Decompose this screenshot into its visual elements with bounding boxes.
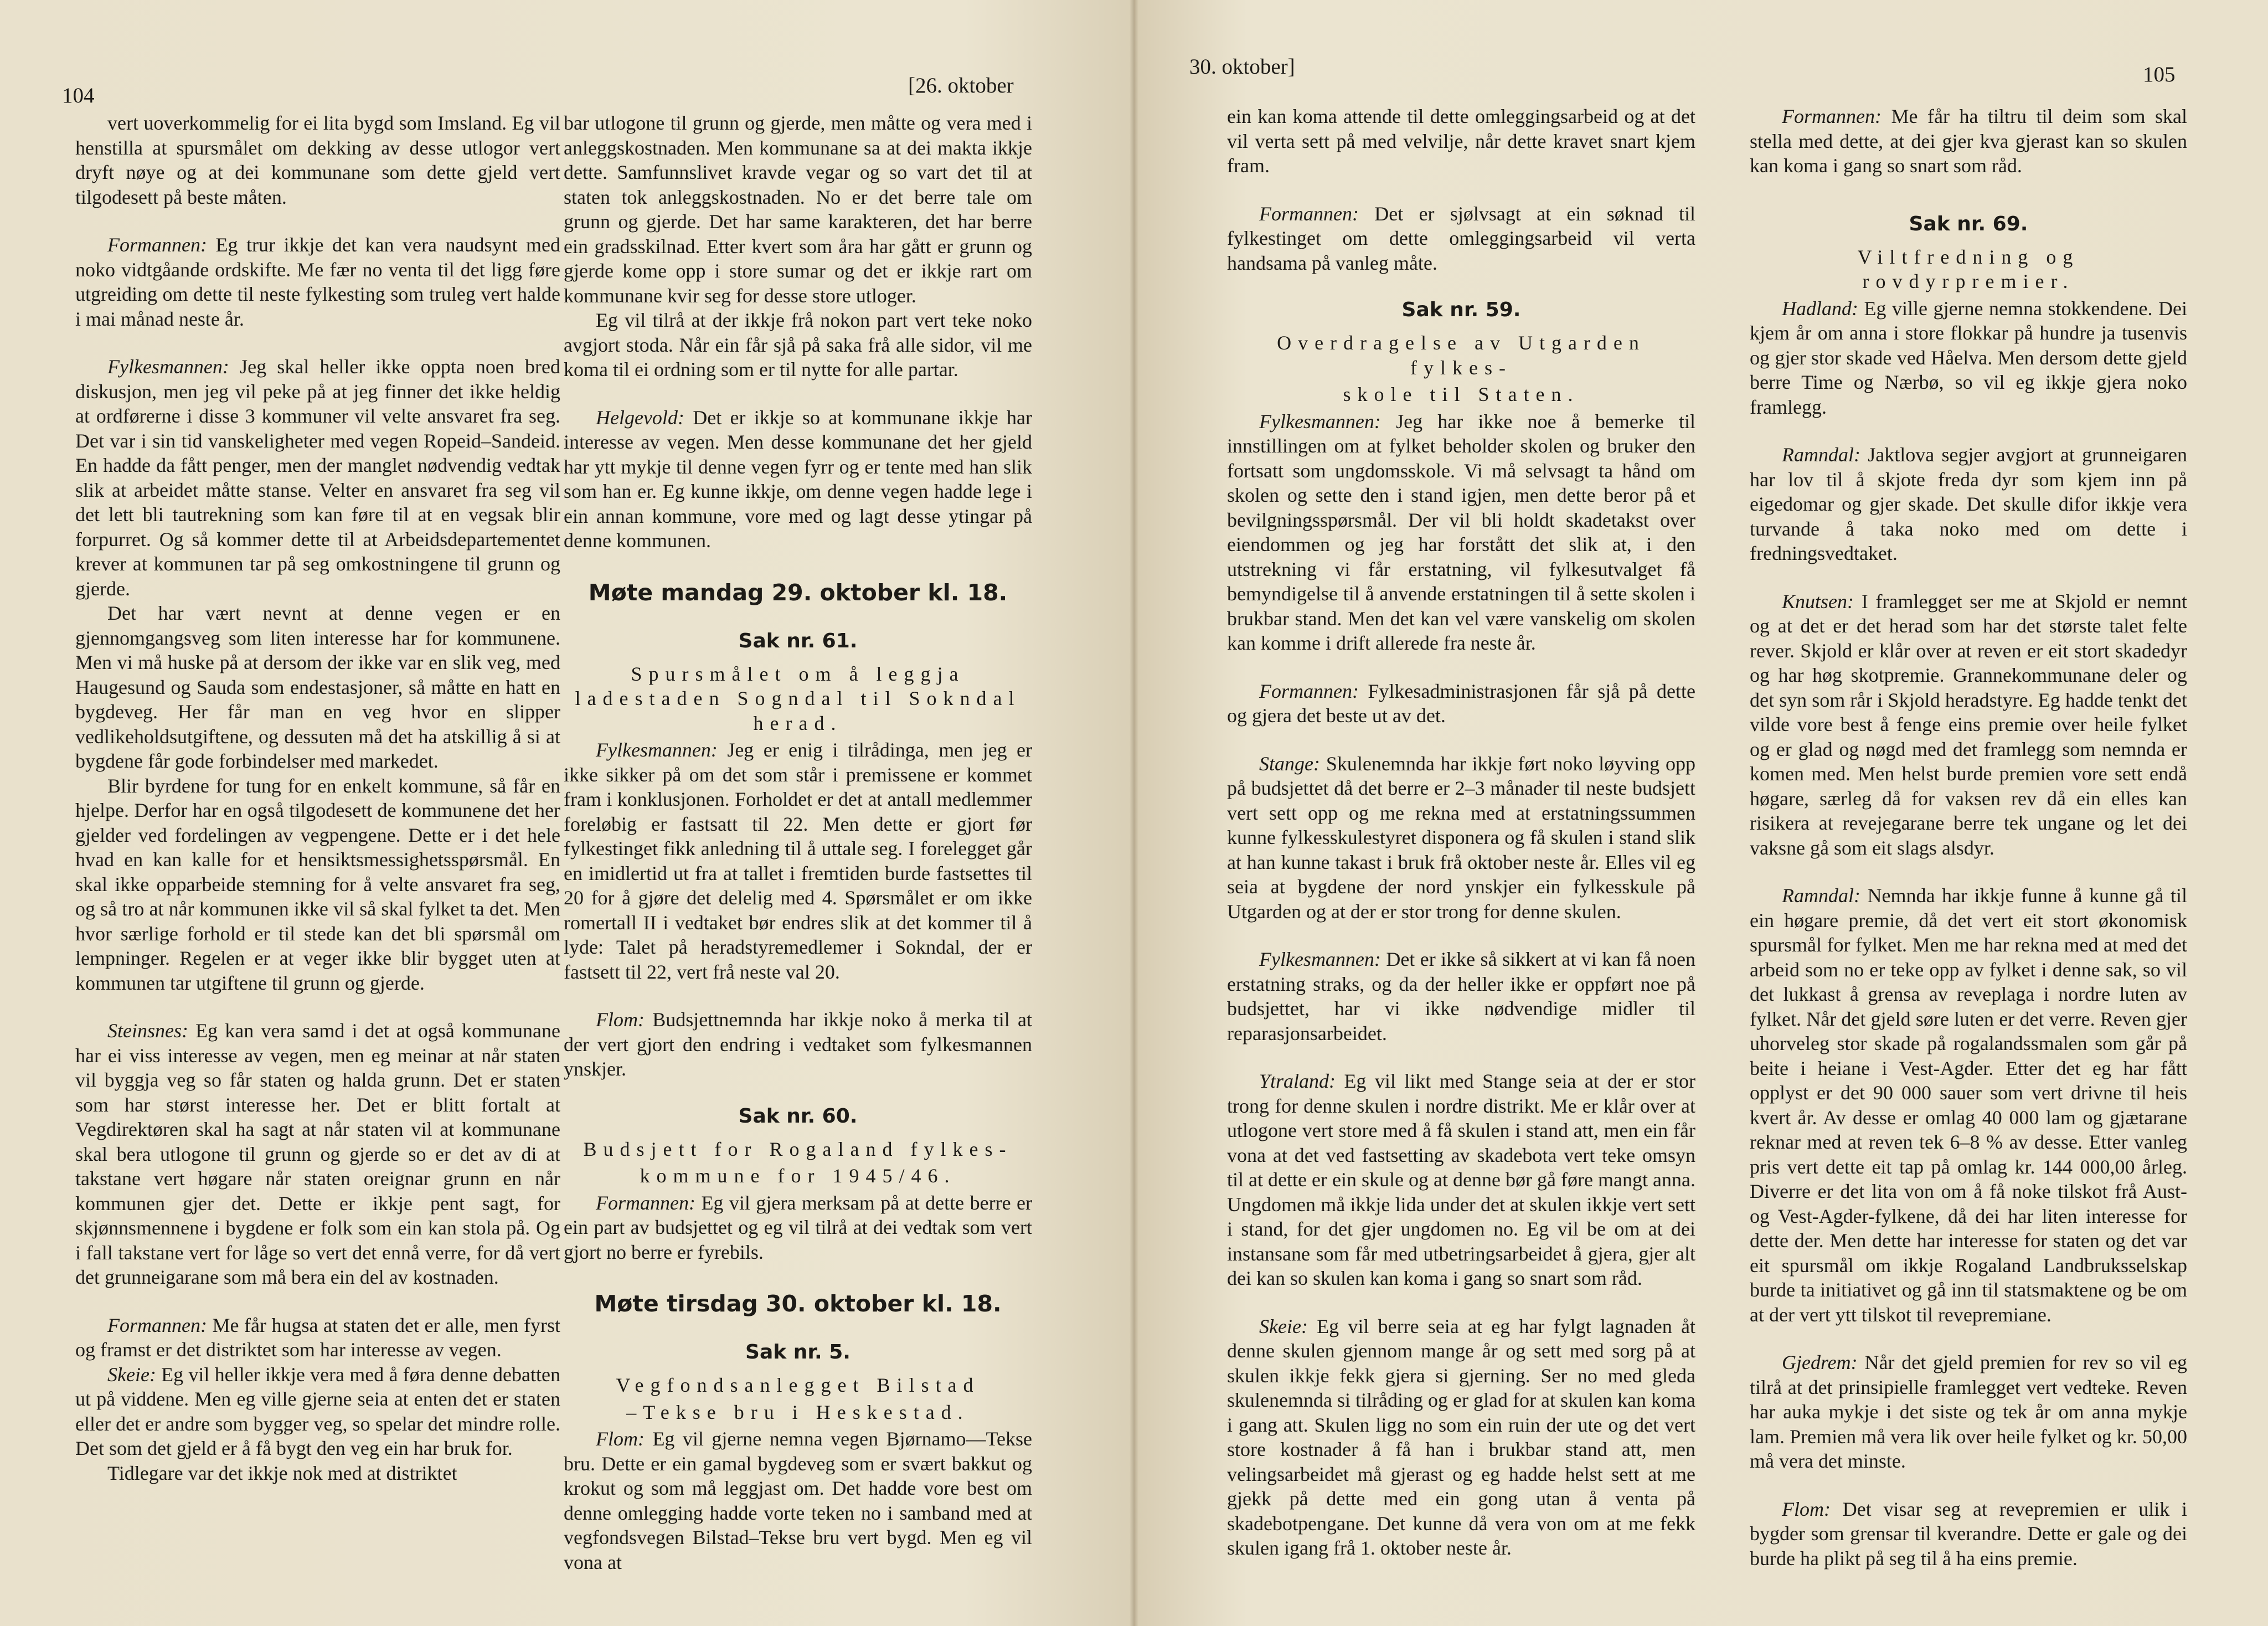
text-paragraph	[564, 111, 1032, 308]
section-title-sak-60-line2: kommune for 1945/46.	[640, 1165, 956, 1187]
speaker-name: Ytraland:	[1259, 1070, 1336, 1092]
paragraph-text: Tidlegare var det ikkje nok med at distriktet	[107, 1462, 457, 1484]
running-head-right: 30. oktober]	[1189, 55, 1295, 79]
speaker-name: Fylkesmannen:	[107, 356, 229, 378]
speech-paragraph	[75, 1018, 560, 1290]
meeting-heading-30-oct: Møte tirsdag 30. oktober kl. 18.	[594, 1290, 1002, 1317]
speech-paragraph	[1227, 202, 1695, 276]
speaker-name: Skeie:	[107, 1363, 156, 1386]
speaker-name: Gjedrem:	[1782, 1351, 1858, 1373]
paragraph-text: Det er ikke så sikkert at vi kan få noen erstatning straks, og da der heller ikke er oppført noe på budsjettet, har vi ikke nødvendige midler til reparasjonsarbeidet.	[1227, 948, 1695, 1044]
speech-paragraph	[1750, 883, 2187, 1327]
speaker-name: Fylkesmannen:	[1259, 948, 1381, 970]
speaker-name: Steinsnes:	[107, 1020, 188, 1042]
text-paragraph	[75, 774, 560, 996]
paragraph-text: Jeg har ikke noe å bemerke til innstillingen om at fylket beholder skolen og bruker den fortsatt som ungdomsskole. Vi må selvsagt ta hånd om skolen og sette den i stand igjen, men dette beror på et bevilgningsspørsmål. Der vil bli holdt skadetakst over eiendommen og jeg har forstått det slik at, i den utstrekning vi får erstatning, vil fylkesutvalget få bemyndigelse til å anvende erstatningen til å sette skolen i brukbar stand. Men det kan vel være vanskelig om skolen kan komme i drift allerede fra neste år.	[1227, 410, 1695, 654]
speaker-name: Flom:	[596, 1428, 645, 1450]
paragraph-text: Me får ha tiltru til deim som skal stella med dette, at dei gjer kva gjerast kan so skulen kan koma i gang so snart som råd.	[1750, 105, 2187, 177]
paragraph-text: Jaktlova segjer avgjort at grunneigaren har lov til å skjote freda dyr som kjem inn på eigedomar og gjer skade. Det skulle difor ikkje vera turvande å taka noko med om dette i fredningsvedtaket.	[1750, 444, 2187, 564]
section-heading-sak-69: Sak nr. 69.	[1909, 212, 2028, 235]
text-paragraph	[1227, 104, 1695, 178]
paragraph-text: Budsjettnemnda har ikkje noko å merka til at der vert gjort den endring i vedtaket som fylkesmannen ynskjer.	[564, 1008, 1032, 1080]
section-heading-sak-5: Sak nr. 5.	[745, 1341, 850, 1363]
speaker-name: Ramndal:	[1782, 444, 1860, 466]
text-paragraph	[75, 111, 560, 209]
speech-paragraph	[1227, 1314, 1695, 1561]
section-title-sak-69: Viltfredning og rovdyrpremier.	[1857, 245, 2080, 292]
speaker-name: Formannen:	[1259, 202, 1359, 225]
speech-paragraph	[564, 738, 1032, 984]
paragraph-text: Det er ikkje so at kommunane ikkje har interesse av vegen. Men desse kommunane det her gjeld har ytt mykje til denne vegen fyrr og er tente med han slik som han er. Eg kunne ikkje, om denne vegen hadde lege i ein annan kommune, vore med og lagt desse ytingar på denne kommunen.	[564, 406, 1032, 552]
page-number-right: 105	[2143, 63, 2176, 86]
right-column-1	[1227, 104, 1695, 1561]
speech-paragraph	[75, 1362, 560, 1461]
paragraph-text: vert uoverkommelig for ei lita bygd som Imsland. Eg vil henstilla at spursmålet om dekking av desse utlogor vert dryft nøye og at dei kommunane som dette gjeld vert tilgodesett på beste måten.	[75, 112, 560, 208]
paragraph-text: Eg vil berre seia at eg har fylgt lagnaden åt denne skulen gjennom mange år og sett med sorg på at skulen ikkje fekk gjera si gjerning. Ser no med gleda skulenemnda si tilråding og er glad for at skulen kan koma i gang att. Skulen ligg no som ein ruin der ute og det vert store kostnader å få han i brukbar stand att, men velingsarbeidet må gjerast og eg hadde helst sett at me gjekk på dette med ein gong utan å venta på skadebotpengane. Det kunne då vera von om at me fekk skulen igang frå 1. oktober neste år.	[1227, 1315, 1695, 1559]
paragraph-text: Eg kan vera samd i det at også kommunane har ei viss interesse av vegen, men eg meinar at når staten vil byggja veg so får staten og halda grunn. Det er staten som har størst interesse her. Det er blitt fortalt at Vegdirektøren skal ha sagt at når staten vil at kommunane skal bera utlogone til grunn og gjerde so er det av di at takstane vert høgare når staten oreignar grunn en når kommunen gjer det. Dette er ikkje pent sagt, for skjønnsmennene i bygdene er folk som ein kan stola på. Og i fall takstane vert for låge so vert det ennå verre, for då vert det grunneigarane som må bera ein del av kostnaden.	[75, 1020, 560, 1288]
section-title-sak-5-line1: Vegfondsanlegget Bilstad	[616, 1374, 980, 1396]
book-gutter	[1130, 0, 1138, 1626]
paragraph-text: bar utlogone til grunn og gjerde, men måtte og vera med i anleggskostnaden. Men kommunane sa at dei makta ikkje dette. Samfunnslivet kravde vegar og so vart det til at staten tok anleggskostnaden. No er det berre tale om grunn og gjerde. Det har same karakteren, det har berre ein gradsskilnad. Etter kvert som åra har gått er grunn og gjerde kome opp i store sumar og det er ikkje rart om kommunane kvir seg for desse store utloger.	[564, 112, 1032, 307]
paragraph-text: Eg vil likt med Stange seia at der er stor trong for denne skulen i nordre distrikt. Me er klår over at utlogone vert store med å få skulen i stand att, men ein får vona at det ved fastsetting av skadebota vert teke omsyn til at dette er ein skule og at denne bør gå føre mangt anna. Ungdomen må ikkje lida under det at skulen ikkje vert sett i stand, for det gjer ungdomen no. Eg vil be om at dei instansane som får med utbetringsarbeidet å gjera, gjer alt dei kan so skulen kan koma i gang so snart som råd.	[1227, 1070, 1695, 1289]
speech-paragraph	[1227, 679, 1695, 728]
speech-paragraph	[1750, 296, 2187, 420]
speech-paragraph	[75, 354, 560, 601]
paragraph-text: Nemnda har ikkje funne å kunne gå til ein høgare premie, då det vert eit stort økonomisk spursmål for fylket. Men me har rekna med at med det arbeid som no er teke opp av fylket i denne sak, so vil det lukkast å grensa av reveplaga i nordre luten av fylket. Når det gjeld søre luten er det verre. Reven gjer uhorveleg stor skade på rogalandssmalen som går på beite i heiane i Vest-Agder. Etter det eg har fått opplyst er det 90 000 sauer som vert drivne til heis kvert år. Av desse er omlag 40 000 lam og gjætarane reknar med at reven tek 6–8 % av desse. Etter vanleg pris vert dette eit tap på omlag kr. 144 000,00 årleg. Diverre er det lita von om å få noke tilskot frå Aust- og Vest-Agder-fylkene, då dei har liten interesse for dette der. Men dette har interesse for staten og det var eit spursmål om ikkje Rogaland Landbruksselskap burde ta initiativet og gå inn til statsmaktene og be om at der vert ytt tilskot til revepremiane.	[1750, 884, 2187, 1326]
text-paragraph	[75, 1461, 560, 1486]
speech-paragraph	[564, 405, 1032, 553]
paragraph-text: Når det gjeld premien for rev so vil eg tilrå at det prinsipielle framlegget vert vedteke. Reven har auka mykje i det siste og tek år om anna mykje lam. Premien må vera lik over heile fylket og kr. 50,00 må vera det minste.	[1750, 1351, 2187, 1472]
speech-paragraph	[1750, 104, 2187, 178]
page-number-left: 104	[62, 84, 95, 107]
paragraph-text: I framlegget ser me at Skjold er nemnt og at det er det herad som har det største talet felte rever. Skjold er klår over at reven er eit stort skadedyr og har høg skotpremie. Grannekommunane deler og det syn som rår i Skjold heradstyre. Eg hadde tenkt det vilde vore best å fenge eins premie over heile fylket og er glad og nøgd med det framlegg som nemnda er komen med. Men helst burde premien vore sett endå høgare, særleg då for vaksen rev då ein elles kan risikera at revejegarane berre tek ungane og let dei vaksne gå som eit slags alsdyr.	[1750, 590, 2187, 859]
paragraph-text: Det har vært nevnt at denne vegen er en gjennomgangsveg som liten interesse har for kommunene. Men vi må huske på at dersom der ikke var en slik veg, med Haugesund og Sauda som endestasjoner, så måtte en hatt en bygdeveg. Her får man en veg hvor en slipper vedlikeholdsutgiftene, og dessuten må det ha atskillig å si at bygdene får gode forbindelser med markedet.	[75, 602, 560, 772]
speaker-name: Fylkesmannen:	[1259, 410, 1381, 433]
speech-paragraph	[1750, 1350, 2187, 1474]
speaker-name: Flom:	[596, 1008, 645, 1031]
paragraph-text: Det er sjølvsagt at ein søknad til fylkestinget om dette omleggingsarbeid vil verta handsama på vanleg måte.	[1227, 202, 1695, 274]
speaker-name: Formannen:	[1259, 680, 1359, 702]
speaker-name: Ramndal:	[1782, 884, 1860, 907]
paragraph-text: Fylkesadministrasjonen får sjå på dette og gjera det beste ut av det.	[1227, 680, 1695, 727]
meeting-heading-29-oct: Møte mandag 29. oktober kl. 18.	[588, 579, 1008, 606]
section-title-sak-61: Spursmålet om å leggja ladestaden Sogndal til Sokndal herad.	[575, 662, 1021, 734]
paragraph-text: Eg vil heller ikkje vera med å føra denne debatten ut på viddene. Men eg ville gjerne seia at enten det er staten eller det er andre som bygger veg, so spelar det mindre rolle. Det som det gjeld er å få bygt den veg ein har bruk for.	[75, 1363, 560, 1459]
speaker-name: Fylkesmannen:	[596, 739, 718, 761]
left-column-2	[564, 111, 1032, 1574]
text-paragraph	[75, 601, 560, 774]
speaker-name: Formannen:	[107, 1314, 207, 1336]
section-heading-sak-61: Sak nr. 61.	[738, 629, 858, 652]
paragraph-text: ein kan koma attende til dette omleggingsarbeid og at det vil verta sett på med velvilje, når dette kravet snart kjem fram.	[1227, 105, 1695, 177]
speech-paragraph	[1227, 947, 1695, 1046]
speaker-name: Formannen:	[596, 1191, 695, 1214]
speech-paragraph	[75, 1313, 560, 1362]
paragraph-text: Eg vil tilrå at der ikkje frå nokon part vert teke noko avgjort stoda. Når ein får sjå på saka frå alle sidor, vil me koma til ei ordning som er til nytte for alle partar.	[564, 309, 1032, 380]
paragraph-text: Eg vil gjerne nemna vegen Bjørnamo—Tekse bru. Dette er ein gamal bygdeveg som er svært bakkut og krokut og som må leggjast om. Det hadde vore best om denne omlegging hadde vorte teken no i samband med at vegfondsvegen Bilstad–Tekse bru vert bygd. Men eg vil vona at	[564, 1428, 1032, 1573]
text-paragraph	[564, 308, 1032, 382]
paragraph-text: Me får hugsa at staten det er alle, men fyrst og framst er det distriktet som har interesse av vegen.	[75, 1314, 560, 1361]
speaker-name: Helgevold:	[596, 406, 684, 429]
speech-paragraph	[1750, 589, 2187, 861]
section-title-sak-59-line2: skole til Staten.	[1343, 383, 1580, 405]
paragraph-text: Eg trur ikkje det kan vera naudsynt med noko vidtgåande ordskifte. Me fær no venta til det ligg føre utgreiding om dette til neste fylkesting som truleg vert halde i mai månad neste år.	[75, 234, 560, 330]
speech-paragraph	[1227, 409, 1695, 656]
speaker-name: Formannen:	[107, 234, 207, 256]
speaker-name: Stange:	[1259, 752, 1320, 775]
paragraph-text: Skulenemnda har ikkje ført noko løyving opp på budsjettet då det berre er 2–3 månader til neste budsjett vert sett opp og me rekna med at erstatningssummen kunne fylkesskulestyret disponera og få skulen i stand slik at han kunne takast i bruk frå oktober neste år. Elles vil eg seia at bygdene der nord ynskjer ein fylkesskule på Utgarden og at der er stor trong for denne skulen.	[1227, 752, 1695, 923]
speech-paragraph	[1227, 1069, 1695, 1291]
paragraph-text: Eg ville gjerne nemna stokkendene. Dei kjem år om anna i store flokkar på hundre ja tusenvis og gjer stor skade ved Håelva. Men dersom dette gjeld berre Time og Nærbø, so vil eg ikkje gjera noko framlegg.	[1750, 297, 2187, 418]
paragraph-text: Eg vil gjera merksam på at dette berre er ein part av budsjettet og eg vil tilrå at dei vedtak som vert gjort no berre er fyrebils.	[564, 1191, 1032, 1263]
running-head-left: [26. oktober	[908, 74, 1014, 97]
speech-paragraph	[564, 1191, 1032, 1265]
paragraph-text: Jeg er enig i tilrådinga, men jeg er ikke sikker på om det som står i premissene er kommet fram i konklusjonen. Forholdet er det at antall medlemmer foreløbig er fastsatt til 22. Men dette er gjort før fylkestinget fikk anledning til å uttale seg. I forelegget går en imidlertid ut fra at tallet i fremtiden burde fastsettes til 20 for å gjøre det delelig med 4. Spørsmålet er om ikke romertall II i vedtaket bør endres slik at det kommer til å lyde: Talet på heradstyremedlemer i Sokndal, der er fastsett til 22, vert frå neste val 20.	[564, 739, 1032, 983]
speaker-name: Formannen:	[1782, 105, 1882, 127]
paragraph-text: Jeg skal heller ikke oppta noen bred diskusjon, men jeg vil peke på at jeg finner det ikke heldig at ordførerne i disse 3 kommuner vil velte ansvaret fra seg. Det var i sin tid vanskeligheter med vegen Ropeid–Sandeid. En hadde da fått penger, men der manglet nødvendig vedtak slik at arbeidet måtte stanse. Velter en ansvaret fra seg vil det lett bli tautrekning som kan føre til at en vegsak blir forpurret. Og så kommer dette til at Arbeidsdepartementet krever at kommunen tar på seg omkostningene til grunn og gjerde.	[75, 356, 560, 600]
speaker-name: Knutsen:	[1782, 590, 1854, 613]
speaker-name: Skeie:	[1259, 1315, 1308, 1337]
section-title-sak-60-line1: Budsjett for Rogaland fylkes-	[583, 1138, 1013, 1160]
section-heading-sak-59: Sak nr. 59.	[1401, 299, 1521, 321]
paragraph-text: Det visar seg at revepremien er ulik i bygder som grensar til kverandre. Dette er gale og dei burde ha plikt på seg til å ha eins premie.	[1750, 1498, 2187, 1570]
paragraph-text: Blir byrdene for tung for en enkelt kommune, så får en hjelpe. Derfor har en også tilgodesett de kommunene det her gjelder ved fordelingen av vegpengene. Dette er i det hele hvad en kan kalle for et hensiktsmessighetsspørsmål. En skal ikke opparbeide stemning for å velte ansvaret fra seg, og så tro at når kommunen ikke vil så skal fylket ta det. Men hvor særlige forhold er til stede kan det bli spørsmål om lempninger. Regelen er at veger ikke blir bygget uten at kommunen tar utgiftene til grunn og gjerde.	[75, 774, 560, 994]
speaker-name: Hadland:	[1782, 297, 1858, 320]
left-column-1	[75, 111, 560, 1485]
speech-paragraph	[1750, 442, 2187, 566]
section-title-sak-59-line1: Overdragelse av Utgarden fylkes-	[1277, 332, 1646, 379]
section-title-sak-5-line2: –Tekse bru i Heskestad.	[626, 1401, 970, 1423]
speech-paragraph	[564, 1007, 1032, 1082]
speaker-name: Flom:	[1782, 1498, 1831, 1520]
speech-paragraph	[75, 233, 560, 331]
speech-paragraph	[1227, 752, 1695, 924]
speech-paragraph	[1750, 1497, 2187, 1571]
right-column-2	[1750, 104, 2187, 1571]
speech-paragraph	[564, 1427, 1032, 1574]
section-heading-sak-60: Sak nr. 60.	[738, 1104, 858, 1128]
